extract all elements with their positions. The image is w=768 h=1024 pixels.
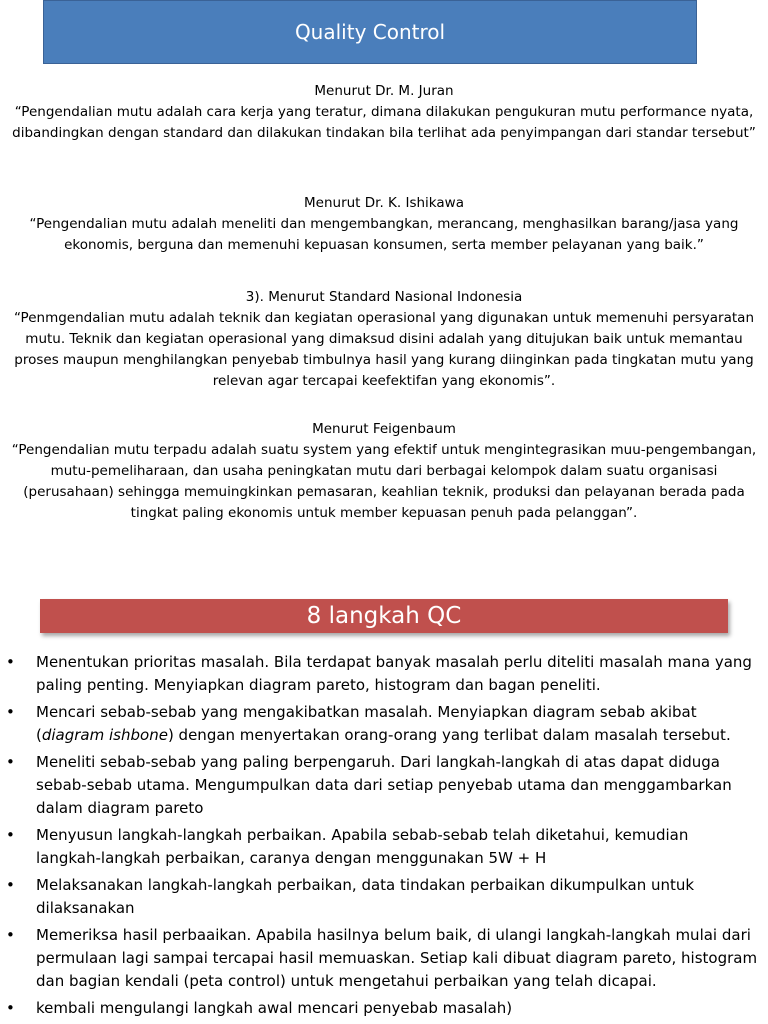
- bullet-icon: •: [6, 753, 15, 771]
- step-text: Mencari sebab-sebab yang mengakibatkan masalah. Menyiapkan diagram sebab akibat (: [36, 703, 697, 744]
- bullet-icon: •: [6, 876, 15, 894]
- list-item: [0, 874, 768, 920]
- step-text: ) dengan menyertakan orang-orang yang terlibat dalam masalah tersebut.: [167, 726, 731, 744]
- definition-quote: “Pengendalian mutu adalah cara kerja yang teratur, dimana dilakukan pengukuran mutu performance nyata, dibandingkan dengan standard dan dilakukan tindakan bila terlihat ada penyimpangan dari standar tersebut”: [12, 104, 756, 141]
- step-text: kembali mengulangi langkah awal mencari penyebab masalah): [36, 999, 513, 1017]
- list-item: [0, 997, 768, 1020]
- definition-quote: “Pengendalian mutu adalah meneliti dan mengembangkan, merancang, menghasilkan barang/jasa yang ekonomis, berguna dan memenuhi kepuasan konsumen, serta member pelayanan yang baik.”: [29, 216, 739, 253]
- bullet-icon: •: [6, 653, 15, 671]
- definition-feigenbaum: [6, 419, 762, 524]
- bullet-icon: •: [6, 999, 15, 1017]
- list-item: [0, 751, 768, 820]
- definition-sni: [6, 287, 762, 392]
- bullet-icon: •: [6, 826, 15, 844]
- definition-quote: “Pengendalian mutu terpadu adalah suatu system yang efektif untuk mengintegrasikan muu-pengembangan, mutu-pemeliharaan, dan usaha peningkatan mutu dari berbagai kelompok dalam suatu organisasi (perusahaan) sehingga memuingkinkan pemasaran, keahlian teknik, produksi dan pelayanan berada pada tingkat paling ekonomis untuk member kepuasan penuh pada pelanggan”.: [11, 442, 757, 521]
- slide-title-banner: [43, 0, 697, 64]
- step-text: Meneliti sebab-sebab yang paling berpengaruh. Dari langkah-langkah di atas dapat diduga sebab-sebab utama. Mengumpulkan data dari setiap penyebab utama dan menggambarkan dalam diagram pareto: [36, 753, 732, 817]
- definition-author: Menurut Dr. K. Ishikawa: [304, 195, 464, 211]
- bullet-icon: •: [6, 926, 15, 944]
- step-text: Menyusun langkah-langkah perbaikan. Apabila sebab-sebab telah diketahui, kemudian langkah-langkah perbaikan, caranya dengan menggunakan 5W + H: [36, 826, 689, 867]
- definition-ishikawa: [6, 193, 762, 256]
- list-item: [0, 701, 768, 747]
- slide-title: Quality Control: [294, 20, 446, 44]
- definition-author: 3). Menurut Standard Nasional Indonesia: [245, 289, 523, 305]
- step-text: Memeriksa hasil perbaaikan. Apabila hasilnya belum baik, di ulangi langkah-langkah mulai dari permulaan lagi sampai tercapai hasil memuaskan. Setiap kali dibuat diagram pareto, histogram dan bagian kendali (peta control) untuk mengetahui perbaikan yang telah dicapai.: [36, 926, 758, 990]
- list-item: [0, 824, 768, 870]
- step-text-italic: diagram ishbone: [41, 726, 168, 744]
- step-text: Menentukan prioritas masalah. Bila terdapat banyak masalah perlu diteliti masalah mana yang paling penting. Menyiapkan diagram pareto, histogram dan bagan peneliti.: [36, 653, 752, 694]
- qc-steps-heading-banner: [40, 599, 728, 633]
- step-text: Melaksanakan langkah-langkah perbaikan, data tindakan perbaikan dikumpulkan untuk dilaksanakan: [36, 876, 695, 917]
- qc-steps-list: [0, 651, 768, 1024]
- definition-quote: “Penmgendalian mutu adalah teknik dan kegiatan operasional yang digunakan untuk memenuhi persyaratan mutu. Teknik dan kegiatan operasional yang dimaksud disini adalah yang ditujukan baik untuk memantau proses maupun menghilangkan penyebab timbulnya hasil yang kurang diinginkan pada tingkatan mutu yang relevan agar tercapai keefektifan yang ekonomis”.: [13, 310, 755, 389]
- definition-author: Menurut Dr. M. Juran: [314, 83, 454, 99]
- bullet-icon: •: [6, 703, 15, 721]
- list-item: [0, 651, 768, 697]
- list-item: [0, 924, 768, 993]
- definition-author: Menurut Feigenbaum: [312, 421, 456, 437]
- definition-juran: [6, 81, 762, 144]
- qc-steps-heading: 8 langkah QC: [306, 603, 462, 629]
